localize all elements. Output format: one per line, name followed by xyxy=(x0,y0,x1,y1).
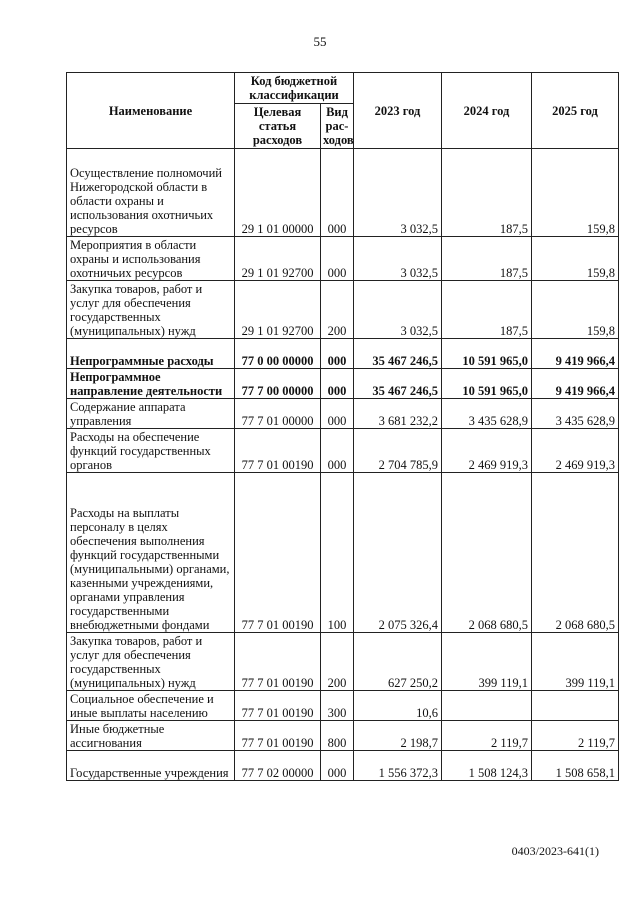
row-name: Закупка товаров, работ и услуг для обеспечения государственных (муниципальных) нужд xyxy=(67,281,235,339)
page-number: 55 xyxy=(313,34,327,49)
row-value-2024: 187,5 xyxy=(442,281,532,339)
table-row xyxy=(67,339,619,369)
row-expense-kind: 200 xyxy=(321,633,354,691)
row-value-2025: 2 119,7 xyxy=(532,721,619,751)
row-value-2025: 9 419 966,4 xyxy=(532,339,619,369)
row-target-code: 77 7 01 00000 xyxy=(235,399,321,429)
table-row xyxy=(67,369,619,399)
row-name: Закупка товаров, работ и услуг для обеспечения государственных (муниципальных) нужд xyxy=(67,633,235,691)
row-target-code: 77 7 02 00000 xyxy=(235,751,321,781)
row-value-2025: 3 435 628,9 xyxy=(532,399,619,429)
row-value-2023: 2 075 326,4 xyxy=(354,473,442,633)
table-row xyxy=(67,751,619,781)
row-value-2023: 3 032,5 xyxy=(354,149,442,237)
row-value-2025: 9 419 966,4 xyxy=(532,369,619,399)
header-2025: 2025 год xyxy=(532,73,619,149)
header-2024: 2024 год xyxy=(442,73,532,149)
row-target-code: 29 1 01 00000 xyxy=(235,149,321,237)
row-value-2024: 187,5 xyxy=(442,237,532,281)
row-target-code: 77 7 01 00190 xyxy=(235,429,321,473)
header-target-article: Целевая статья расходов xyxy=(235,104,321,149)
row-expense-kind: 800 xyxy=(321,721,354,751)
row-value-2023: 3 032,5 xyxy=(354,237,442,281)
row-value-2025: 159,8 xyxy=(532,149,619,237)
row-value-2024: 2 068 680,5 xyxy=(442,473,532,633)
row-value-2025: 2 068 680,5 xyxy=(532,473,619,633)
row-name: Расходы на выплаты персоналу в целях обеспечения выполнения функций государственными (муниципальными) органами, казенными учреждениями, органами управления государственными внебюджетными фондами xyxy=(67,473,235,633)
row-target-code: 77 7 01 00190 xyxy=(235,691,321,721)
row-expense-kind: 000 xyxy=(321,149,354,237)
header-name: Наименование xyxy=(67,73,235,149)
row-expense-kind: 000 xyxy=(321,369,354,399)
row-expense-kind: 200 xyxy=(321,281,354,339)
row-value-2025: 159,8 xyxy=(532,281,619,339)
row-name: Государственные учреждения xyxy=(67,751,235,781)
row-value-2025: 159,8 xyxy=(532,237,619,281)
row-value-2024 xyxy=(442,691,532,721)
budget-table xyxy=(66,72,619,781)
table-row xyxy=(67,721,619,751)
row-value-2023: 2 704 785,9 xyxy=(354,429,442,473)
document-code: 0403/2023-641(1) xyxy=(511,844,599,858)
row-expense-kind: 000 xyxy=(321,339,354,369)
row-value-2024: 2 469 919,3 xyxy=(442,429,532,473)
header-expense-kind: Вид рас-ходов xyxy=(321,104,354,149)
table-row xyxy=(67,149,619,237)
row-value-2023: 10,6 xyxy=(354,691,442,721)
row-name: Содержание аппарата управления xyxy=(67,399,235,429)
row-expense-kind: 000 xyxy=(321,429,354,473)
table-row xyxy=(67,237,619,281)
row-expense-kind: 000 xyxy=(321,237,354,281)
row-value-2025: 399 119,1 xyxy=(532,633,619,691)
row-target-code: 29 1 01 92700 xyxy=(235,237,321,281)
row-expense-kind: 300 xyxy=(321,691,354,721)
row-value-2023: 35 467 246,5 xyxy=(354,369,442,399)
row-target-code: 77 7 00 00000 xyxy=(235,369,321,399)
row-target-code: 77 7 01 00190 xyxy=(235,721,321,751)
row-expense-kind: 000 xyxy=(321,399,354,429)
header-2023: 2023 год xyxy=(354,73,442,149)
row-value-2024: 187,5 xyxy=(442,149,532,237)
table-row xyxy=(67,399,619,429)
row-name: Расходы на обеспечение функций государственных органов xyxy=(67,429,235,473)
row-name: Непрограммные расходы xyxy=(67,339,235,369)
row-expense-kind: 100 xyxy=(321,473,354,633)
row-name: Социальное обеспечение и иные выплаты населению xyxy=(67,691,235,721)
table-row xyxy=(67,429,619,473)
table-row xyxy=(67,473,619,633)
table-row xyxy=(67,633,619,691)
row-value-2023: 1 556 372,3 xyxy=(354,751,442,781)
row-target-code: 77 7 01 00190 xyxy=(235,633,321,691)
row-value-2023: 3 032,5 xyxy=(354,281,442,339)
row-value-2023: 35 467 246,5 xyxy=(354,339,442,369)
row-value-2024: 399 119,1 xyxy=(442,633,532,691)
row-value-2025: 2 469 919,3 xyxy=(532,429,619,473)
row-value-2024: 2 119,7 xyxy=(442,721,532,751)
row-name: Мероприятия в области охраны и использования охотничьих ресурсов xyxy=(67,237,235,281)
row-value-2024: 10 591 965,0 xyxy=(442,369,532,399)
row-target-code: 77 0 00 00000 xyxy=(235,339,321,369)
header-code-group: Код бюджетной классификации xyxy=(235,73,354,104)
row-value-2024: 1 508 124,3 xyxy=(442,751,532,781)
row-name: Непрограммное направление деятельности xyxy=(67,369,235,399)
row-value-2023: 2 198,7 xyxy=(354,721,442,751)
row-name: Осуществление полномочий Нижегородской области в области охраны и использования охотничьих ресурсов xyxy=(67,149,235,237)
row-name: Иные бюджетные ассигнования xyxy=(67,721,235,751)
row-expense-kind: 000 xyxy=(321,751,354,781)
table-row xyxy=(67,691,619,721)
table-row xyxy=(67,281,619,339)
row-value-2023: 3 681 232,2 xyxy=(354,399,442,429)
row-value-2024: 3 435 628,9 xyxy=(442,399,532,429)
row-target-code: 29 1 01 92700 xyxy=(235,281,321,339)
row-value-2024: 10 591 965,0 xyxy=(442,339,532,369)
row-value-2025: 1 508 658,1 xyxy=(532,751,619,781)
row-target-code: 77 7 01 00190 xyxy=(235,473,321,633)
row-value-2025 xyxy=(532,691,619,721)
row-value-2023: 627 250,2 xyxy=(354,633,442,691)
